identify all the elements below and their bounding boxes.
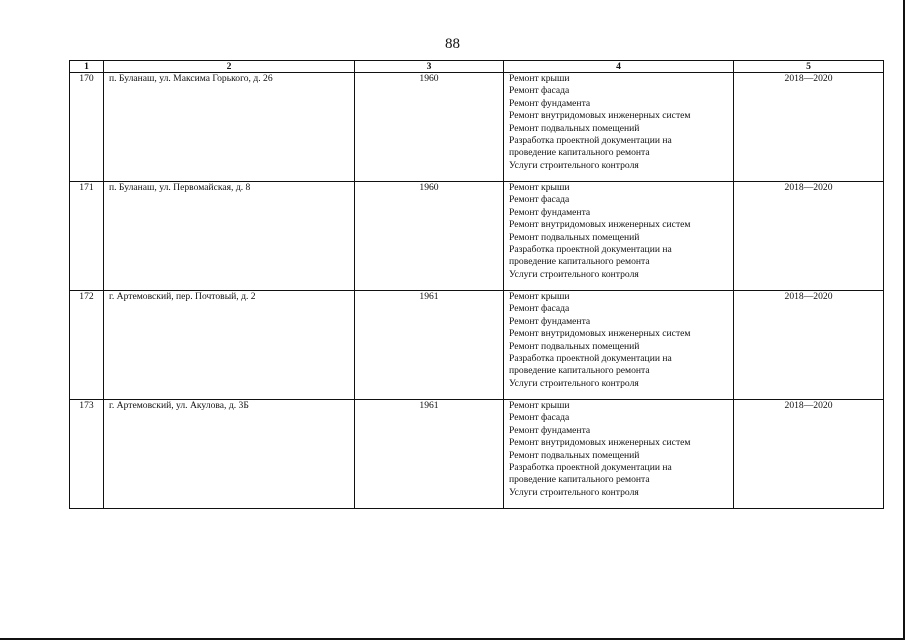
work-item: Ремонт фасада <box>509 85 570 97</box>
work-item: Ремонт фундамента <box>509 424 591 436</box>
row-year: 1961 <box>355 400 504 509</box>
work-item: Услуги строительного контроля <box>509 486 639 498</box>
row-address: г. Артемовский, пер. Почтовый, д. 2 <box>104 291 355 400</box>
work-item: Ремонт крыши <box>509 182 570 193</box>
row-year: 1960 <box>355 73 504 182</box>
page-number: 88 <box>445 36 460 52</box>
work-item: Ремонт фундамента <box>509 206 591 218</box>
work-item: Ремонт крыши <box>509 291 570 302</box>
work-item: Ремонт фундамента <box>509 97 591 109</box>
row-year: 1961 <box>355 291 504 400</box>
work-item: Разработка проектной документации на <box>509 135 672 147</box>
work-item: Ремонт внутридомовых инженерных систем <box>509 219 691 231</box>
row-works <box>504 73 734 182</box>
work-item: проведение капитального ремонта <box>509 256 650 268</box>
row-period: 2018—2020 <box>734 73 884 182</box>
row-number: 170 <box>70 73 104 182</box>
row-number: 173 <box>70 400 104 509</box>
column-header: 2 <box>104 61 355 73</box>
row-address: г. Артемовский, ул. Акулова, д. 3Б <box>104 400 355 509</box>
work-item: Ремонт внутридомовых инженерных систем <box>509 328 691 340</box>
work-item: Разработка проектной документации на <box>509 244 672 256</box>
column-header: 5 <box>734 61 884 73</box>
work-item: Ремонт крыши <box>509 73 570 84</box>
column-header: 3 <box>355 61 504 73</box>
work-item: Разработка проектной документации на <box>509 462 672 474</box>
row-period: 2018—2020 <box>734 400 884 509</box>
table-row <box>70 291 884 400</box>
row-period: 2018—2020 <box>734 182 884 291</box>
work-item: проведение капитального ремонта <box>509 365 650 377</box>
work-item: Ремонт фасада <box>509 194 570 206</box>
row-number: 171 <box>70 182 104 291</box>
work-item: Ремонт фасада <box>509 303 570 315</box>
work-item: Разработка проектной документации на <box>509 353 672 365</box>
column-header: 1 <box>70 61 104 73</box>
work-item: Ремонт внутридомовых инженерных систем <box>509 437 691 449</box>
work-item: проведение капитального ремонта <box>509 474 650 486</box>
work-item: Услуги строительного контроля <box>509 377 639 389</box>
column-header: 4 <box>504 61 734 73</box>
row-number: 172 <box>70 291 104 400</box>
work-item: Ремонт фасада <box>509 412 570 424</box>
work-item: Ремонт подвальных помещений <box>509 449 640 461</box>
table-body <box>70 73 884 509</box>
row-period: 2018—2020 <box>734 291 884 400</box>
work-item: Ремонт подвальных помещений <box>509 122 640 134</box>
table-row <box>70 73 884 182</box>
repair-schedule-table <box>69 60 884 509</box>
table-row <box>70 400 884 509</box>
work-item: Ремонт крыши <box>509 400 570 411</box>
row-works <box>504 182 734 291</box>
row-works <box>504 400 734 509</box>
work-item: Ремонт фундамента <box>509 315 591 327</box>
row-year: 1960 <box>355 182 504 291</box>
row-address: п. Буланаш, ул. Первомайская, д. 8 <box>104 182 355 291</box>
work-item: Ремонт подвальных помещений <box>509 340 640 352</box>
table-row <box>70 182 884 291</box>
row-address: п. Буланаш, ул. Максима Горького, д. 26 <box>104 73 355 182</box>
row-works <box>504 291 734 400</box>
work-item: Услуги строительного контроля <box>509 268 639 280</box>
work-item: Ремонт внутридомовых инженерных систем <box>509 110 691 122</box>
table-header <box>70 61 884 73</box>
work-item: Ремонт подвальных помещений <box>509 231 640 243</box>
work-item: проведение капитального ремонта <box>509 147 650 159</box>
work-item: Услуги строительного контроля <box>509 159 639 171</box>
